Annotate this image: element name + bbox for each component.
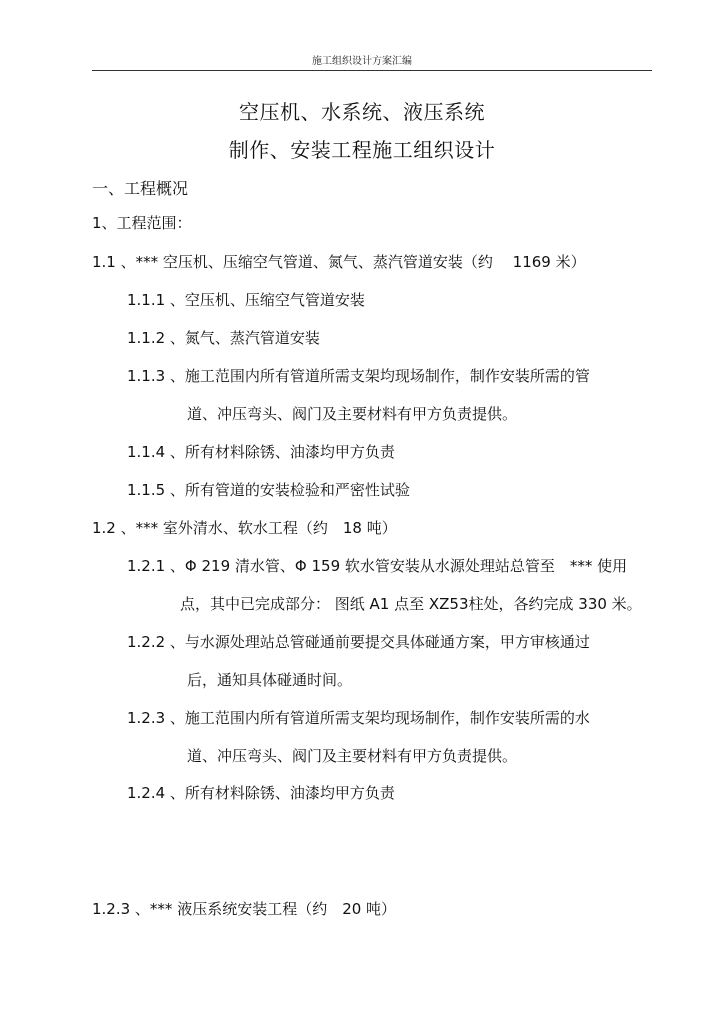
item-1-2-1-line-1: 1.2.1 、Φ 219 清水管、Φ 159 软水管安装从水源处理站总管至 *** 使用 [127, 557, 628, 575]
item-1-1: 1.1 、*** 空压机、压缩空气管道、氮气、蒸汽管道安装（约 1169 米） [92, 253, 586, 271]
document-title-line-1: 空压机、水系统、液压系统 [239, 100, 485, 124]
item-1-1-5: 1.1.5 、所有管道的安装检验和严密性试验 [127, 481, 410, 499]
item-1-2-3-hydraulic: 1.2.3 、*** 液压系统安装工程（约 20 吨） [92, 900, 397, 918]
header-rule [92, 70, 652, 71]
item-1-2-1-line-2: 点，其中已完成部分： 图纸 A1 点至 XZ53柱处，各约完成 330 米。 [180, 595, 642, 613]
item-1-1-1: 1.1.1 、空压机、压缩空气管道安装 [127, 291, 365, 309]
item-1-2: 1.2 、*** 室外清水、软水工程（约 18 吨） [92, 519, 397, 537]
item-1-2-3-line-1: 1.2.3 、施工范围内所有管道所需支架均现场制作，制作安装所需的水 [127, 709, 590, 727]
section-heading-overview: 一、工程概况 [92, 179, 189, 198]
item-1-1-3-line-1: 1.1.3 、施工范围内所有管道所需支架均现场制作，制作安装所需的管 [127, 367, 590, 385]
page-header: 施工组织设计方案汇编 [312, 56, 412, 67]
item-1-2-2-line-2: 后，通知具体碰通时间。 [187, 671, 353, 689]
item-1-2-4: 1.2.4 、所有材料除锈、油漆均甲方负责 [127, 784, 395, 802]
document-title-line-2: 制作、安装工程施工组织设计 [228, 138, 496, 162]
item-1-1-4: 1.1.4 、所有材料除锈、油漆均甲方负责 [127, 443, 395, 461]
scope-label: 1、工程范围： [92, 214, 192, 232]
item-1-1-3-line-2: 道、冲压弯头、阀门及主要材料有甲方负责提供。 [187, 405, 518, 423]
item-1-1-2: 1.1.2 、氮气、蒸汽管道安装 [127, 329, 320, 347]
item-1-2-3-line-2: 道、冲压弯头、阀门及主要材料有甲方负责提供。 [187, 747, 518, 765]
item-1-2-2-line-1: 1.2.2 、与水源处理站总管碰通前要提交具体碰通方案，甲方审核通过 [127, 633, 590, 651]
